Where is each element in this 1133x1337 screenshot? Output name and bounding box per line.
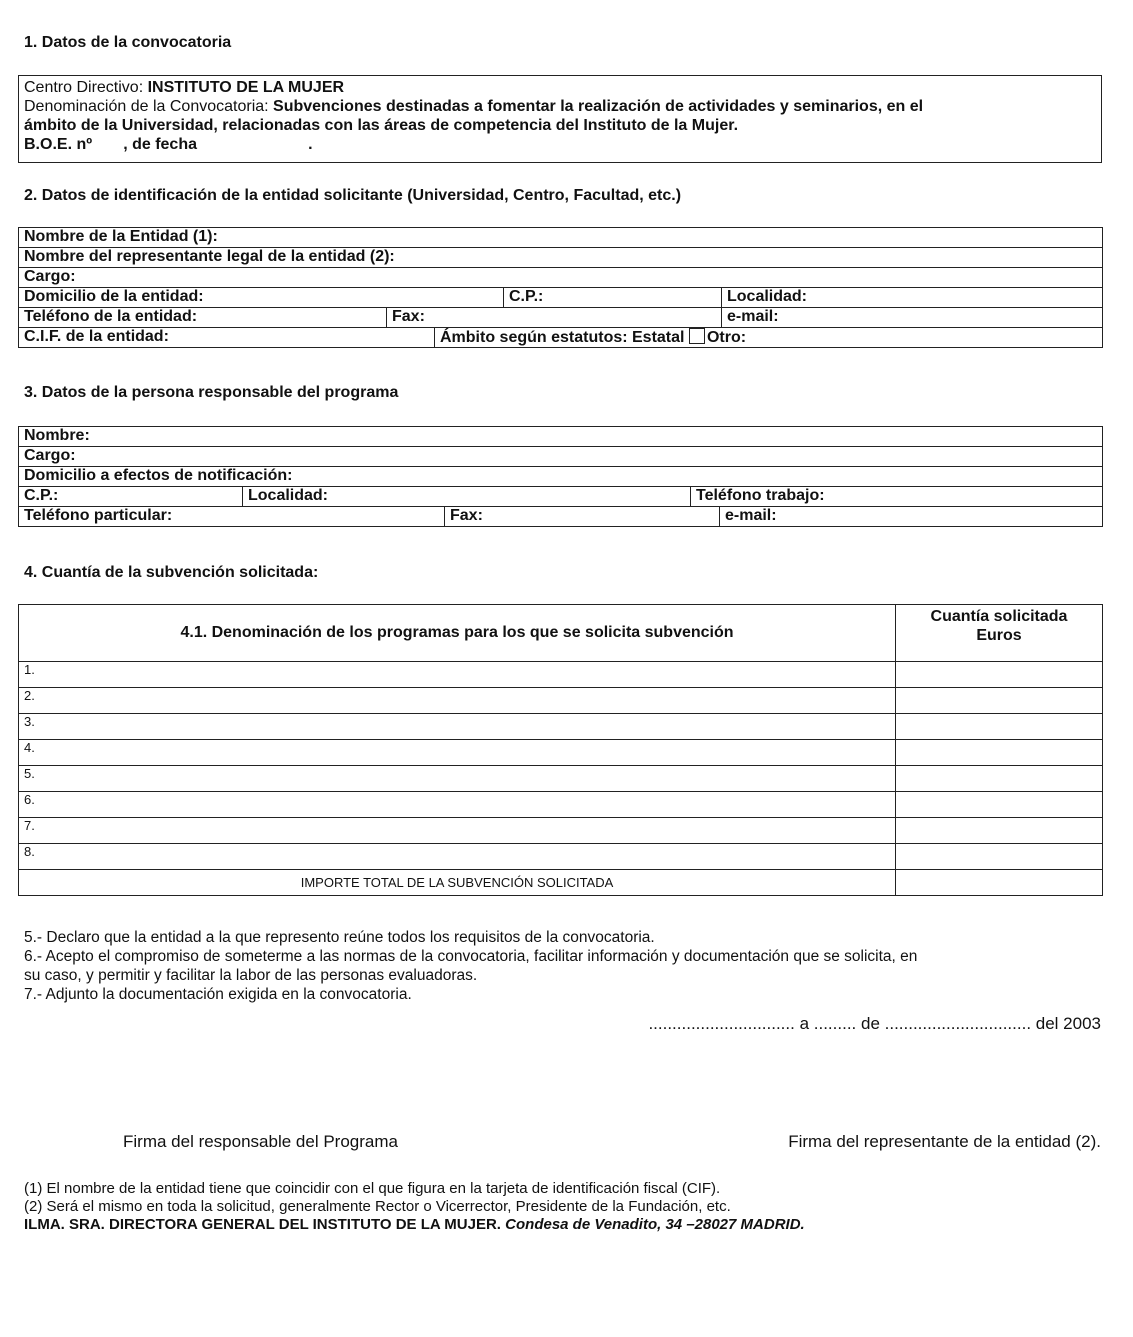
denominacion-label: Denominación de la Convocatoria: bbox=[24, 98, 274, 115]
notas bbox=[24, 1180, 1114, 1234]
entidad-table bbox=[18, 227, 1103, 348]
responsable-cp-field[interactable]: C.P.: bbox=[19, 487, 243, 507]
notificacion-domicilio-field[interactable]: Domicilio a efectos de notificación: bbox=[19, 467, 1103, 487]
programa-name-field[interactable]: 7. bbox=[19, 818, 896, 844]
programas-rows bbox=[19, 662, 1103, 870]
entidad-nombre-field[interactable]: Nombre de la Entidad (1): bbox=[19, 228, 1103, 248]
programa-amount-field[interactable] bbox=[896, 818, 1103, 844]
otro-label: Otro: bbox=[706, 329, 747, 346]
fax-field[interactable]: Fax: bbox=[387, 308, 722, 328]
ambito-field bbox=[435, 328, 1103, 348]
cif-field[interactable]: C.I.F. de la entidad: bbox=[19, 328, 435, 348]
programa-row bbox=[19, 766, 1103, 792]
programa-row bbox=[19, 740, 1103, 766]
programa-amount-field[interactable] bbox=[896, 688, 1103, 714]
section-4-title: 4. Cuantía de la subvención solicitada: bbox=[24, 564, 319, 581]
destinatario-b: Condesa de Venadito, 34 –28027 MADRID. bbox=[505, 1216, 805, 1233]
destinatario-a: ILMA. SRA. DIRECTORA GENERAL DEL INSTITUTO DE LA MUJER. bbox=[24, 1216, 506, 1233]
programa-amount-field[interactable] bbox=[896, 766, 1103, 792]
programas-header: 4.1. Denominación de los programas para los que se solicita subvención bbox=[19, 605, 896, 662]
telefono-particular-field[interactable]: Teléfono particular: bbox=[19, 507, 445, 527]
centro-value: INSTITUTO DE LA MUJER bbox=[147, 79, 345, 96]
programa-row bbox=[19, 792, 1103, 818]
boe-line: B.O.E. nº , de fecha . bbox=[24, 136, 313, 153]
programa-amount-field[interactable] bbox=[896, 662, 1103, 688]
programa-row bbox=[19, 662, 1103, 688]
responsable-email-field[interactable]: e-mail: bbox=[720, 507, 1103, 527]
firma-responsable: Firma del responsable del Programa bbox=[123, 1132, 398, 1151]
convocatoria-box bbox=[18, 75, 1102, 163]
ambito-label: Ámbito según estatutos: Estatal bbox=[440, 329, 685, 346]
programa-amount-field[interactable] bbox=[896, 792, 1103, 818]
section-3-title: 3. Datos de la persona responsable del programa bbox=[24, 384, 399, 401]
responsable-fax-field[interactable]: Fax: bbox=[445, 507, 720, 527]
total-amount-field[interactable] bbox=[896, 870, 1103, 896]
programa-amount-field[interactable] bbox=[896, 740, 1103, 766]
programa-amount-field[interactable] bbox=[896, 714, 1103, 740]
responsable-localidad-field[interactable]: Localidad: bbox=[243, 487, 691, 507]
cp-field[interactable]: C.P.: bbox=[504, 288, 722, 308]
programa-row bbox=[19, 688, 1103, 714]
programa-name-field[interactable]: 3. bbox=[19, 714, 896, 740]
nota-2: (2) Será el mismo en toda la solicitud, generalmente Rector o Vicerrector, Presidente de la Fundación, etc. bbox=[24, 1198, 731, 1215]
responsable-nombre-field[interactable]: Nombre: bbox=[19, 427, 1103, 447]
representante-field[interactable]: Nombre del representante legal de la entidad (2): bbox=[19, 248, 1103, 268]
firma-representante: Firma del representante de la entidad (2). bbox=[788, 1132, 1101, 1151]
denominacion-value-2: ámbito de la Universidad, relacionadas con las áreas de competencia del Instituto de la Mujer. bbox=[24, 117, 739, 134]
declaraciones bbox=[24, 928, 1104, 1004]
domicilio-field[interactable]: Domicilio de la entidad: bbox=[19, 288, 504, 308]
declaracion-6a: 6.- Acepto el compromiso de someterme a las normas de la convocatoria, facilitar información y documentación que se solicita, en bbox=[24, 948, 918, 965]
programas-table bbox=[18, 604, 1103, 896]
declaracion-6b: su caso, y permitir y facilitar la labor de las personas evaluadoras. bbox=[24, 967, 478, 984]
localidad-field[interactable]: Localidad: bbox=[722, 288, 1103, 308]
programa-name-field[interactable]: 2. bbox=[19, 688, 896, 714]
section-2-title: 2. Datos de identificación de la entidad solicitante (Universidad, Centro, Facultad, etc.) bbox=[24, 187, 682, 204]
cargo-field[interactable]: Cargo: bbox=[19, 268, 1103, 288]
cuantia-header-1: Cuantía solicitada bbox=[930, 608, 1068, 625]
nota-1: (1) El nombre de la entidad tiene que coincidir con el que figura en la tarjeta de identificación fiscal (CIF). bbox=[24, 1180, 721, 1197]
email-field[interactable]: e-mail: bbox=[722, 308, 1103, 328]
programa-row bbox=[19, 714, 1103, 740]
programa-name-field[interactable]: 1. bbox=[19, 662, 896, 688]
responsable-table bbox=[18, 426, 1103, 527]
programa-name-field[interactable]: 5. bbox=[19, 766, 896, 792]
fecha-line[interactable]: ............................... a ......... de ............................... del 2003 bbox=[648, 1014, 1101, 1033]
programa-row bbox=[19, 844, 1103, 870]
telefono-trabajo-field[interactable]: Teléfono trabajo: bbox=[691, 487, 1103, 507]
cuantia-header bbox=[896, 605, 1103, 662]
cuantia-header-2: Euros bbox=[976, 627, 1022, 644]
programa-name-field[interactable]: 8. bbox=[19, 844, 896, 870]
section-1-title: 1. Datos de la convocatoria bbox=[24, 34, 232, 51]
programa-name-field[interactable]: 4. bbox=[19, 740, 896, 766]
programa-name-field[interactable]: 6. bbox=[19, 792, 896, 818]
denominacion-value-1: Subvenciones destinadas a fomentar la realización de actividades y seminarios, en el bbox=[273, 98, 924, 115]
programa-row bbox=[19, 818, 1103, 844]
total-label: IMPORTE TOTAL DE LA SUBVENCIÓN SOLICITADA bbox=[19, 870, 896, 896]
responsable-cargo-field[interactable]: Cargo: bbox=[19, 447, 1103, 467]
programa-amount-field[interactable] bbox=[896, 844, 1103, 870]
declaracion-5: 5.- Declaro que la entidad a la que represento reúne todos los requisitos de la convocatoria. bbox=[24, 929, 655, 946]
centro-label: Centro Directivo: bbox=[24, 79, 148, 96]
destinatario bbox=[24, 1216, 1114, 1234]
declaracion-7: 7.- Adjunto la documentación exigida en la convocatoria. bbox=[24, 986, 412, 1003]
otro-checkbox[interactable] bbox=[689, 328, 705, 344]
telefono-field[interactable]: Teléfono de la entidad: bbox=[19, 308, 387, 328]
